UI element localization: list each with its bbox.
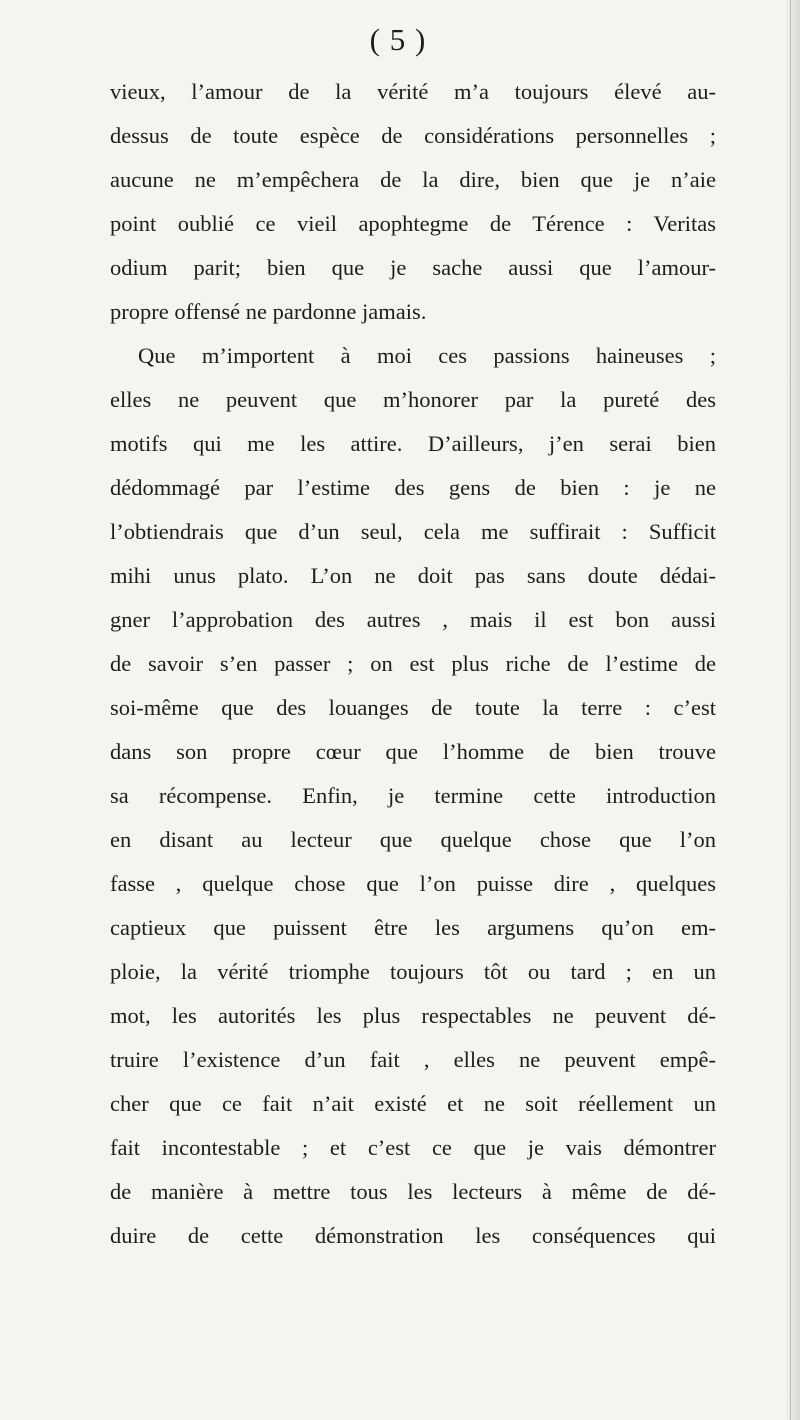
text-line: Que m’importent à moi ces passions haineuses ; [138,343,716,368]
text-line: dessus de toute espèce de considérations personnelles ; [110,123,716,148]
text-line: en disant au lecteur que quelque chose que l’on [110,827,716,852]
text-line: ploie, la vérité triomphe toujours tôt ou tard ; en un [110,959,716,984]
text-line: mihi unus plato. L’on ne doit pas sans doute dédai- [110,563,716,588]
text-line: cher que ce fait n’ait existé et ne soit réellement un [110,1091,716,1116]
text-line: captieux que puissent être les argumens qu’on em- [110,915,716,940]
text-line: vieux, l’amour de la vérité m’a toujours élevé au- [110,79,716,104]
text-line: propre offensé ne pardonne jamais. [110,299,427,324]
page-number: ( 5 ) [369,22,427,57]
text-line: soi-même que des louanges de toute la terre : c’est [110,695,716,720]
text-line: elles ne peuvent que m’honorer par la pureté des [110,387,716,412]
text-line: dédommagé par l’estime des gens de bien : je ne [110,475,716,500]
text-line: de savoir s’en passer ; on est plus riche de l’estime de [110,651,716,676]
body-text [110,70,716,1258]
text-line: odium parit; bien que je sache aussi que l’amour- [110,255,716,280]
text-line: point oublié ce vieil apophtegme de Térence : Veritas [110,211,716,236]
page-edge-line [790,0,791,1420]
text-line: dans son propre cœur que l’homme de bien trouve [110,739,716,764]
text-line: de manière à mettre tous les lecteurs à même de dé- [110,1179,716,1204]
text-line: fait incontestable ; et c’est ce que je vais démontrer [110,1135,716,1160]
text-line: sa récompense. Enfin, je termine cette introduction [110,783,716,808]
text-line: gner l’approbation des autres , mais il est bon aussi [110,607,716,632]
text-line: l’obtiendrais que d’un seul, cela me suffirait : Sufficit [110,519,716,544]
text-line: motifs qui me les attire. D’ailleurs, j’en serai bien [110,431,716,456]
text-line: mot, les autorités les plus respectables ne peuvent dé- [110,1003,716,1028]
text-line: duire de cette démonstration les conséquences qui [110,1223,716,1248]
page-edge [786,0,800,1420]
text-line: aucune ne m’empêchera de la dire, bien que je n’aie [110,167,716,192]
text-line: truire l’existence d’un fait , elles ne peuvent empê- [110,1047,716,1072]
text-line: fasse , quelque chose que l’on puisse dire , quelques [110,871,716,896]
